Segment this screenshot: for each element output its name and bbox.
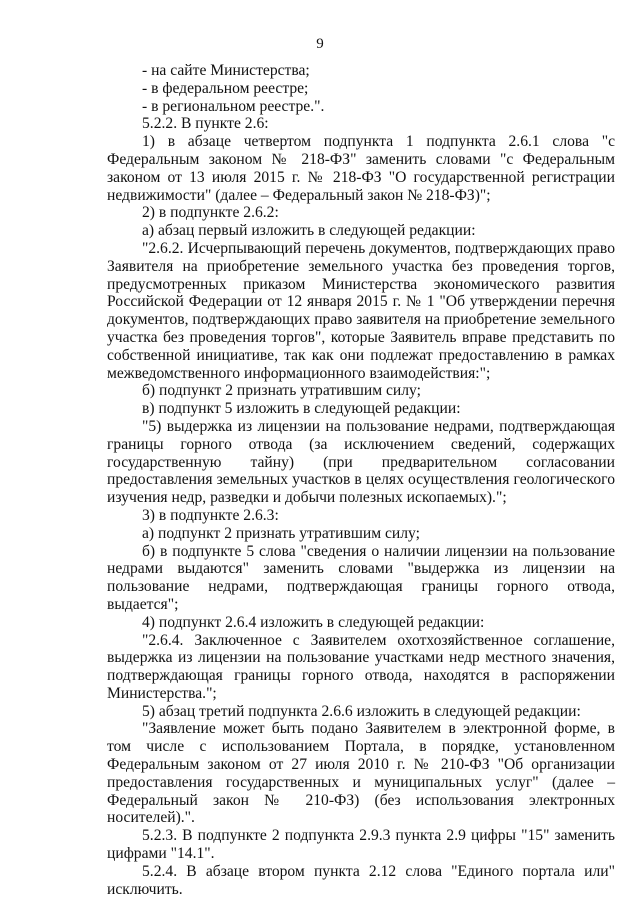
- paragraph: "2.6.4. Заключенное с Заявителем охотхозяйственное соглашение, выдержка из лицензии на пользование участками недр местного значения, подтверждающая границы горного отвода, находятся в распоряжении Министерства.";: [107, 631, 615, 702]
- paragraph: б) подпункт 2 признать утратившим силу;: [142, 382, 421, 400]
- paragraph: в) подпункт 5 изложить в следующей редакции:: [142, 400, 461, 418]
- paragraph: 2) в подпункте 2.6.2:: [142, 204, 279, 222]
- paragraph: "Заявление может быть подано Заявителем в электронной форме, в том числе с использованием Портала, в порядке, установленном Федеральным законом от 27 июля 2010 г. № 210-ФЗ "Об организации предоставления государственных и муниципальных услуг" (далее – Федеральный закон № 210-ФЗ) (без использования электронных носителей).".: [107, 720, 615, 827]
- paragraph: 5.2.2. В пункте 2.6:: [142, 115, 269, 133]
- paragraph: 4) подпункт 2.6.4 изложить в следующей редакции:: [142, 613, 485, 631]
- paragraph: 5.2.4. В абзаце втором пункта 2.12 слова "Единого портала или" исключить.: [107, 862, 615, 898]
- paragraph: - в федеральном реестре;: [142, 79, 309, 97]
- paragraph: "2.6.2. Исчерпывающий перечень документов, подтверждающих право Заявителя на приобретение земельного участка без проведения торгов, предусмотренных приказом Министерства экономического развития Российской Федерации от 12 января 2015 г. № 1 "Об утверждении перечня документов, подтверждающих право заявителя на приобретение земельного участка без проведения торгов", которые Заявитель вправе представить по собственной инициативе, так как они подлежат предоставлению в рамках межведомственного информационного взаимодействия:";: [107, 239, 615, 382]
- paragraph: б) в подпункте 5 слова "сведения о наличии лицензии на пользование недрами выдаются" заменить словами "выдержка из лицензии на пользование недрами, подтверждающая границы горного отвода, выдается";: [107, 542, 615, 613]
- paragraph: "5) выдержка из лицензии на пользование недрами, подтверждающая границы горного отвода (за исключением сведений, содержащих государственную тайну) (при предварительном согласовании предоставления земельных участков в целях осуществления геологического изучения недр, разведки и добычи полезных ископаемых).";: [107, 417, 615, 507]
- paragraph: а) абзац первый изложить в следующей редакции:: [142, 222, 476, 240]
- paragraph: 1) в абзаце четвертом подпункта 1 подпункта 2.6.1 слова "с Федеральным законом № 218-ФЗ" заменить словами "с Федеральным законом от 13 июля 2015 г. № 218-ФЗ "О государственной регистрации недвижимости" (далее – Федеральный закон № 218-ФЗ)";: [107, 133, 615, 204]
- page-number: 9: [316, 36, 324, 52]
- document-body: [107, 62, 615, 898]
- paragraph: 3) в подпункте 2.6.3:: [142, 506, 279, 524]
- paragraph: а) подпункт 2 признать утратившим силу;: [142, 524, 420, 542]
- paragraph: - на сайте Министерства;: [142, 62, 310, 79]
- paragraph: 5) абзац третий подпункта 2.6.6 изложить в следующей редакции:: [142, 702, 581, 720]
- paragraph: 5.2.3. В подпункте 2 подпункта 2.9.3 пункта 2.9 цифры "15" заменить цифрами "14.1".: [107, 827, 615, 863]
- paragraph: - в региональном реестре.".: [142, 97, 325, 115]
